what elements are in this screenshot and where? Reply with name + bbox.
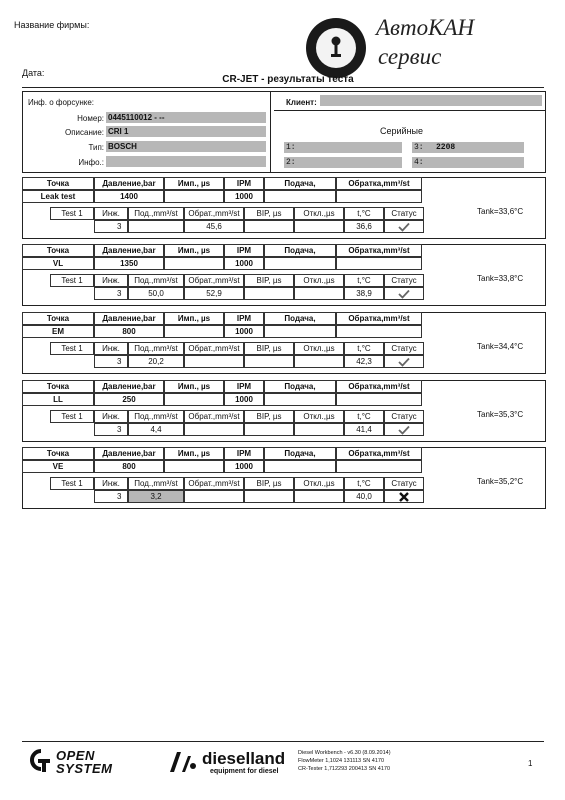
sub-header-cell: Статус [384,207,424,220]
header-cell: Имп., µs [164,177,224,190]
check-icon [398,289,410,299]
result-cell: 3 [94,355,128,368]
value-cell [336,257,422,270]
result-cell: 36,6 [344,220,384,233]
value-cell: 1000 [224,460,264,473]
sub-header-cell: Инж. [94,274,128,287]
sub-header-cell: t,°C [344,207,384,220]
result-cell: 42,3 [344,355,384,368]
tank-temperature: Tank=33,8°C [477,274,524,283]
value-cell: 1000 [224,257,264,270]
value-cell [336,190,422,203]
result-cell: 3 [94,423,128,436]
header-cell: Давление,bar [94,447,164,460]
point-name: EM [22,325,94,338]
sub-header-cell: Статус [384,274,424,287]
serial-3-label: 3: [412,142,434,153]
result-cell [184,490,244,503]
sub-header-cell: Откл.,µs [294,477,344,490]
header-cell: Имп., µs [164,244,224,257]
header-cell: IPM [224,312,264,325]
value-cell [336,325,422,338]
value-cell: 800 [94,325,164,338]
result-cell [294,423,344,436]
tank-temperature: Tank=35,2°C [477,477,524,486]
serial-3-value: 2208 [434,142,524,153]
sub-header-cell: BIP, µs [244,207,294,220]
sub-header-cell: Откл.,µs [294,342,344,355]
version-line-1: Diesel Workbench - v6.30 (8.09.2014) [298,750,391,756]
sub-header-cell: BIP, µs [244,477,294,490]
header-cell: Имп., µs [164,447,224,460]
header-cell: Имп., µs [164,312,224,325]
sub-header-cell: Обрат.,mm³/st [184,207,244,220]
result-cell [128,220,184,233]
tank-temperature: Tank=34,4°C [477,342,524,351]
description-label: Описание: [64,128,104,137]
result-cell: 40,0 [344,490,384,503]
sub-header-cell: BIP, µs [244,342,294,355]
result-cell [244,423,294,436]
result-cell [294,287,344,300]
value-cell: 1000 [224,190,264,203]
value-cell [264,460,336,473]
result-cell: 3,2 [128,490,184,503]
panel-divider [270,91,271,173]
header-cell: Обратка,mm³/st [336,312,422,325]
sub-header-cell: BIP, µs [244,274,294,287]
header-cell: Подача, [264,177,336,190]
result-cell: 50,0 [128,287,184,300]
test-label: Test 1 [50,274,94,287]
header-cell: Подача, [264,312,336,325]
value-cell: 1000 [224,393,264,406]
header-cell: Точка [22,312,94,325]
test-label: Test 1 [50,410,94,423]
result-cell: 3 [94,220,128,233]
sub-header-cell: t,°C [344,342,384,355]
injector-section-label: Инф. о форсунке: [28,98,95,107]
title-divider [22,87,544,88]
client-divider [274,110,546,111]
header-cell: Обратка,mm³/st [336,447,422,460]
date-label: Дата: [22,68,45,78]
client-field [320,95,542,106]
point-name: LL [22,393,94,406]
value-cell [264,325,336,338]
footer-divider [22,741,544,742]
result-cell [294,220,344,233]
dieselland-name: dieselland [202,749,286,768]
test-label: Test 1 [50,207,94,220]
header-cell: Точка [22,447,94,460]
point-name: Leak test [22,190,94,203]
result-cell: 45,6 [184,220,244,233]
serial-2-field: 2: [284,157,402,168]
result-cell [244,287,294,300]
sub-header-cell: t,°C [344,477,384,490]
sub-header-cell: Под.,mm³/st [128,477,184,490]
version-line-2: FlowMeter 1,1024 131113 SN 4170 [298,758,385,764]
sub-header-cell: BIP, µs [244,410,294,423]
sub-header-cell: Откл.,µs [294,274,344,287]
result-cell: 52,9 [184,287,244,300]
test-label: Test 1 [50,342,94,355]
version-line-3: CR-Tester 1,712293 200413 SN 4170 [298,766,391,772]
tank-temperature: Tank=33,6°C [477,207,524,216]
injector-info-field [106,156,266,167]
point-name: VL [22,257,94,270]
tank-temperature: Tank=35,3°C [477,410,524,419]
value-cell: 1000 [224,325,264,338]
result-cell [244,220,294,233]
value-cell [164,190,224,203]
gear-shift-icon [329,36,343,58]
result-cell: 41,4 [344,423,384,436]
check-icon [398,357,410,367]
test-label: Test 1 [50,477,94,490]
page-number: 1 [528,759,533,768]
result-cell: 20,2 [128,355,184,368]
header-cell: Точка [22,244,94,257]
sub-header-cell: Инж. [94,207,128,220]
sub-header-cell: t,°C [344,410,384,423]
value-cell: 1350 [94,257,164,270]
value-cell [264,257,336,270]
result-cell [294,490,344,503]
header-cell: Точка [22,380,94,393]
value-cell: 250 [94,393,164,406]
value-cell [164,460,224,473]
header-cell: IPM [224,244,264,257]
sub-header-cell: Обрат.,mm³/st [184,274,244,287]
header-cell: Обратка,mm³/st [336,177,422,190]
sub-header-cell: Статус [384,477,424,490]
value-cell [336,460,422,473]
firm-name-label: Название фирмы: [14,20,90,30]
sub-header-cell: Обрат.,mm³/st [184,477,244,490]
value-cell [164,325,224,338]
header-cell: Обратка,mm³/st [336,380,422,393]
header-cell: Подача, [264,380,336,393]
sub-header-cell: Инж. [94,477,128,490]
cross-icon [398,492,410,502]
header-cell: Подача, [264,447,336,460]
value-cell [264,190,336,203]
sub-header-cell: t,°C [344,274,384,287]
result-cell [184,355,244,368]
result-cell: 3 [94,287,128,300]
value-cell [164,257,224,270]
version-info [298,749,391,773]
value-cell [336,393,422,406]
header-cell: IPM [224,447,264,460]
header-cell: IPM [224,177,264,190]
point-name: VE [22,460,94,473]
sub-header-cell: Под.,mm³/st [128,342,184,355]
check-icon [398,222,410,232]
sub-header-cell: Под.,mm³/st [128,274,184,287]
client-label: Клиент: [286,98,317,107]
sub-header-cell: Под.,mm³/st [128,207,184,220]
injector-type: BOSCH [106,141,266,152]
dieselland-tagline: equipment for diesel [210,768,279,775]
dieselland-logo-icon [168,750,198,774]
sub-header-cell: Статус [384,342,424,355]
injector-number: 0445110012 - -- [106,112,266,123]
sub-header-cell: Откл.,µs [294,410,344,423]
brand-name: АвтоКАН [376,15,475,40]
number-label: Номер: [77,114,104,123]
brand-subtitle: сервис [378,44,442,69]
open-system-logo-icon [30,749,52,773]
result-cell [244,355,294,368]
info-label: Инфо.: [78,158,104,167]
header-cell: Обратка,mm³/st [336,244,422,257]
report-title: CR-JET - результаты теста [222,74,354,85]
header-cell: Точка [22,177,94,190]
header-cell: Давление,bar [94,380,164,393]
result-cell: 3 [94,490,128,503]
injector-description: CRI 1 [106,126,266,137]
header-cell: Давление,bar [94,244,164,257]
serial-4-field: 4: [412,157,524,168]
value-cell: 1400 [94,190,164,203]
serial-label: Серийные [380,126,424,136]
result-cell: 38,9 [344,287,384,300]
sub-header-cell: Инж. [94,342,128,355]
header-cell: Подача, [264,244,336,257]
open-system-word2: SYSTEM [56,761,113,776]
type-label: Тип: [88,143,104,152]
check-icon [398,425,410,435]
result-cell [184,423,244,436]
sub-header-cell: Откл.,µs [294,207,344,220]
serial-1-field: 1: [284,142,402,153]
header-cell: IPM [224,380,264,393]
header-cell: Давление,bar [94,177,164,190]
open-system-word1: OPEN [56,748,95,763]
result-cell [244,490,294,503]
sub-header-cell: Статус [384,410,424,423]
value-cell [264,393,336,406]
sub-header-cell: Обрат.,mm³/st [184,410,244,423]
result-cell [294,355,344,368]
sub-header-cell: Обрат.,mm³/st [184,342,244,355]
header-cell: Давление,bar [94,312,164,325]
sub-header-cell: Под.,mm³/st [128,410,184,423]
value-cell [164,393,224,406]
value-cell: 800 [94,460,164,473]
sub-header-cell: Инж. [94,410,128,423]
header-cell: Имп., µs [164,380,224,393]
result-cell: 4,4 [128,423,184,436]
